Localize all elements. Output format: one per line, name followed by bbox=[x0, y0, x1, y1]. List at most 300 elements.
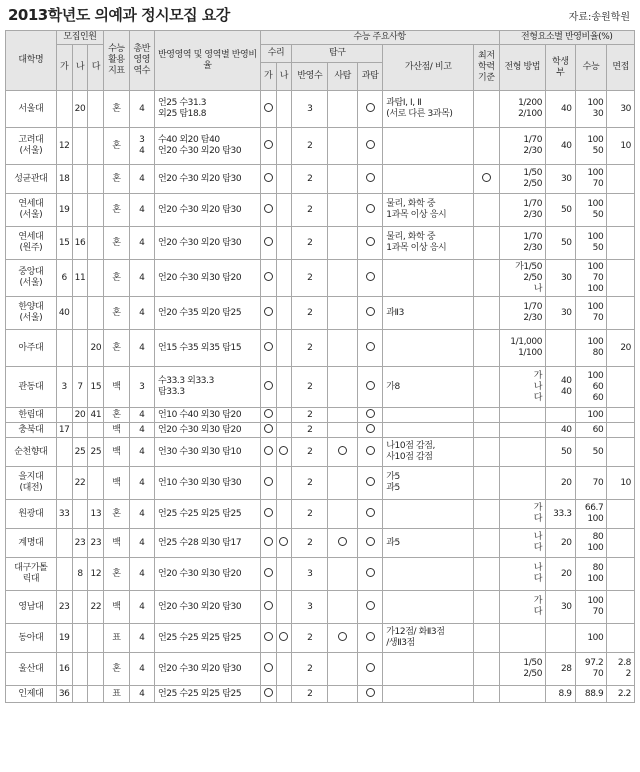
math-ga bbox=[260, 423, 276, 438]
recruit-da bbox=[88, 467, 104, 500]
explore-count: 3 bbox=[292, 558, 328, 591]
university-name: 관동대 bbox=[6, 367, 57, 408]
circle-mark-icon bbox=[366, 688, 375, 697]
csat-ratio-line: 100 bbox=[587, 632, 604, 643]
selection-method bbox=[499, 408, 546, 423]
bonus-note-line: (서로 다른 3과목) bbox=[386, 109, 453, 119]
explore-count: 2 bbox=[292, 686, 328, 703]
csat-ratio-line: 66.7 bbox=[584, 503, 604, 513]
interview-ratio bbox=[607, 558, 635, 591]
min-standard bbox=[474, 686, 499, 703]
selection-method-line: 나 bbox=[533, 532, 543, 542]
recruit-da bbox=[88, 194, 104, 227]
table-row bbox=[6, 260, 635, 297]
csat-ratio-line: 100 bbox=[587, 409, 604, 420]
circle-mark-icon bbox=[264, 342, 273, 351]
csat-index: 혼 bbox=[104, 91, 129, 128]
col-total-areas: 총반 영영 역수 bbox=[129, 31, 154, 91]
math-ga bbox=[260, 330, 276, 367]
interview-ratio-line: 10 bbox=[620, 140, 631, 151]
social-explore bbox=[328, 529, 358, 558]
circle-mark-icon bbox=[264, 204, 273, 213]
explore-count: 2 bbox=[292, 194, 328, 227]
csat-ratio bbox=[575, 653, 607, 686]
circle-mark-icon bbox=[366, 508, 375, 517]
recruit-da: 15 bbox=[88, 367, 104, 408]
bonus-note bbox=[383, 653, 474, 686]
university-name: 영남대 bbox=[6, 591, 57, 624]
circle-mark-icon bbox=[366, 272, 375, 281]
bonus-note bbox=[383, 624, 474, 653]
explore-count: 2 bbox=[292, 297, 328, 330]
bonus-note-line: 과5 bbox=[386, 537, 400, 548]
explore-count: 3 bbox=[292, 591, 328, 624]
total-areas bbox=[129, 297, 154, 330]
min-standard bbox=[474, 653, 499, 686]
record-ratio bbox=[546, 467, 576, 500]
recruit-na bbox=[72, 423, 88, 438]
math-na bbox=[276, 529, 292, 558]
selection-method-line: 1/50 bbox=[523, 658, 543, 668]
math-na bbox=[276, 591, 292, 624]
bonus-note-line: 과탐Ⅰ, Ⅰ, Ⅱ bbox=[386, 98, 422, 108]
bonus-note bbox=[383, 91, 474, 128]
selection-method-line: 가 bbox=[533, 596, 543, 606]
csat-ratio-line: 60 bbox=[592, 381, 604, 392]
col-explore: 탐구 bbox=[292, 45, 383, 63]
circle-mark-icon bbox=[366, 424, 375, 433]
bonus-note bbox=[383, 128, 474, 165]
record-ratio bbox=[546, 500, 576, 529]
total-areas-line: 4 bbox=[139, 477, 145, 488]
ratio-line: 외25 탐18.8 bbox=[157, 109, 207, 119]
university-name-line: (서울) bbox=[19, 146, 43, 156]
record-ratio bbox=[546, 423, 576, 438]
university-name-line: 대구가톨 bbox=[14, 563, 48, 573]
csat-index: 혼 bbox=[104, 500, 129, 529]
ratio-line: 언20 수30 외20 탐30 bbox=[157, 204, 242, 215]
recruit-da: 22 bbox=[88, 591, 104, 624]
social-explore bbox=[328, 408, 358, 423]
min-standard bbox=[474, 500, 499, 529]
university-name-line: 을지대 bbox=[18, 472, 44, 482]
circle-mark-icon bbox=[264, 446, 273, 455]
science-explore bbox=[357, 128, 382, 165]
csat-index: 백 bbox=[104, 423, 129, 438]
table-row bbox=[6, 438, 635, 467]
math-ga bbox=[260, 529, 276, 558]
circle-mark-icon bbox=[264, 632, 273, 641]
min-standard bbox=[474, 438, 499, 467]
total-areas-line: 4 bbox=[139, 663, 145, 674]
min-standard bbox=[474, 330, 499, 367]
interview-ratio bbox=[607, 297, 635, 330]
total-areas bbox=[129, 653, 154, 686]
explore-count: 3 bbox=[292, 91, 328, 128]
social-explore bbox=[328, 653, 358, 686]
recruit-na: 23 bbox=[72, 529, 88, 558]
table-row bbox=[6, 408, 635, 423]
csat-ratio-line: 70 bbox=[592, 477, 604, 488]
university-name: 서울대 bbox=[6, 91, 57, 128]
bonus-note bbox=[383, 467, 474, 500]
science-explore bbox=[357, 558, 382, 591]
csat-index: 혼 bbox=[104, 128, 129, 165]
explore-count: 2 bbox=[292, 128, 328, 165]
record-ratio bbox=[546, 194, 576, 227]
interview-ratio-line: 20 bbox=[620, 342, 631, 353]
csat-ratio bbox=[575, 438, 607, 467]
table-row bbox=[6, 297, 635, 330]
csat-ratio-line: 50 bbox=[592, 243, 604, 253]
selection-method-line: 2/30 bbox=[523, 313, 543, 323]
ratio bbox=[154, 423, 260, 438]
recruit-na: 7 bbox=[72, 367, 88, 408]
university-name bbox=[6, 558, 57, 591]
recruit-da bbox=[88, 91, 104, 128]
table-row bbox=[6, 227, 635, 260]
record-ratio-line: 50 bbox=[560, 446, 572, 457]
circle-mark-icon bbox=[338, 632, 347, 641]
table-row bbox=[6, 529, 635, 558]
recruit-na: 20 bbox=[72, 408, 88, 423]
recruit-ga: 6 bbox=[56, 260, 72, 297]
selection-method-line: 1/50 bbox=[523, 168, 543, 178]
col-da: 다 bbox=[88, 45, 104, 91]
science-explore bbox=[357, 653, 382, 686]
math-ga bbox=[260, 297, 276, 330]
math-ga bbox=[260, 500, 276, 529]
math-ga bbox=[260, 128, 276, 165]
explore-count: 2 bbox=[292, 227, 328, 260]
selection-method-line: 2/30 bbox=[523, 210, 543, 220]
bonus-note bbox=[383, 260, 474, 297]
science-explore bbox=[357, 297, 382, 330]
science-explore bbox=[357, 686, 382, 703]
university-name-line: 릭대 bbox=[22, 574, 40, 584]
bonus-note bbox=[383, 408, 474, 423]
col-ratio: 반영영역 및 영역별 반영비율 bbox=[154, 31, 260, 91]
university-name: 인제대 bbox=[6, 686, 57, 703]
csat-index: 혼 bbox=[104, 260, 129, 297]
table-row bbox=[6, 128, 635, 165]
csat-ratio bbox=[575, 260, 607, 297]
recruit-ga: 23 bbox=[56, 591, 72, 624]
bonus-note bbox=[383, 297, 474, 330]
csat-ratio-line: 80 bbox=[592, 348, 604, 358]
selection-method-line: 나 bbox=[533, 381, 543, 392]
recruit-ga: 18 bbox=[56, 165, 72, 194]
math-na bbox=[276, 438, 292, 467]
record-ratio-line: 30 bbox=[560, 307, 572, 318]
math-na bbox=[276, 653, 292, 686]
interview-ratio bbox=[607, 260, 635, 297]
record-ratio bbox=[546, 438, 576, 467]
university-name bbox=[6, 227, 57, 260]
ratio-line: 언20 수30 외30 탐20 bbox=[157, 272, 242, 283]
bonus-note-line: 물리, 화학 중 bbox=[386, 199, 436, 209]
circle-mark-icon bbox=[264, 103, 273, 112]
selection-method bbox=[499, 297, 546, 330]
selection-method-line: 다 bbox=[533, 607, 543, 617]
record-ratio-line: 30 bbox=[560, 173, 572, 184]
selection-method-line: 2/50 bbox=[523, 669, 543, 679]
table-row bbox=[6, 165, 635, 194]
csat-ratio-line: 100 bbox=[587, 232, 604, 242]
csat-index: 혼 bbox=[104, 330, 129, 367]
circle-mark-icon bbox=[366, 446, 375, 455]
circle-mark-icon bbox=[366, 381, 375, 390]
ratio-line: 탐33.3 bbox=[157, 387, 185, 397]
col-method: 전형 방법 bbox=[499, 45, 546, 91]
csat-ratio bbox=[575, 194, 607, 227]
science-explore bbox=[357, 438, 382, 467]
csat-ratio bbox=[575, 408, 607, 423]
selection-method bbox=[499, 653, 546, 686]
math-na bbox=[276, 330, 292, 367]
social-explore bbox=[328, 194, 358, 227]
record-ratio-line: 50 bbox=[560, 204, 572, 215]
csat-ratio-line: 100 bbox=[587, 283, 604, 294]
record-ratio bbox=[546, 297, 576, 330]
total-areas bbox=[129, 227, 154, 260]
circle-mark-icon bbox=[264, 381, 273, 390]
selection-method-line: 2/50 bbox=[523, 179, 543, 189]
col-selection-ratio: 전형요소별 반영비율(%) bbox=[499, 31, 634, 45]
bonus-note bbox=[383, 367, 474, 408]
csat-ratio bbox=[575, 558, 607, 591]
math-ga bbox=[260, 408, 276, 423]
bonus-note-line: 1과목 이상 응시 bbox=[386, 210, 447, 220]
total-areas bbox=[129, 500, 154, 529]
university-name-line: (서울) bbox=[19, 278, 43, 288]
selection-method-line: 1/100 bbox=[518, 348, 543, 358]
total-areas bbox=[129, 423, 154, 438]
record-ratio-line: 33.3 bbox=[553, 508, 572, 519]
circle-mark-icon bbox=[264, 237, 273, 246]
university-name-line: (원주) bbox=[19, 243, 43, 253]
csat-ratio-line: 100 bbox=[587, 574, 604, 584]
recruit-da: 12 bbox=[88, 558, 104, 591]
circle-mark-icon bbox=[366, 237, 375, 246]
selection-method-line: 2/50 bbox=[523, 272, 543, 283]
bonus-note bbox=[383, 330, 474, 367]
selection-method bbox=[499, 330, 546, 367]
csat-ratio-line: 60 bbox=[592, 392, 604, 403]
csat-index: 백 bbox=[104, 438, 129, 467]
university-name-line: 연세대 bbox=[18, 199, 44, 209]
record-ratio bbox=[546, 686, 576, 703]
csat-index: 혼 bbox=[104, 558, 129, 591]
recruit-ga: 19 bbox=[56, 194, 72, 227]
math-na bbox=[276, 500, 292, 529]
explore-count: 2 bbox=[292, 165, 328, 194]
admissions-table bbox=[5, 30, 635, 703]
min-standard bbox=[474, 591, 499, 624]
record-ratio bbox=[546, 260, 576, 297]
record-ratio-line: 20 bbox=[560, 537, 572, 548]
csat-ratio-line: 97.2 bbox=[584, 658, 604, 668]
bonus-note bbox=[383, 529, 474, 558]
circle-mark-icon bbox=[338, 537, 347, 546]
social-explore bbox=[328, 591, 358, 624]
min-standard bbox=[474, 624, 499, 653]
record-ratio bbox=[546, 591, 576, 624]
science-explore bbox=[357, 367, 382, 408]
social-explore bbox=[328, 624, 358, 653]
col-explore-count: 반영수 bbox=[292, 63, 328, 91]
social-explore bbox=[328, 438, 358, 467]
recruit-da bbox=[88, 653, 104, 686]
table-row bbox=[6, 653, 635, 686]
ratio bbox=[154, 686, 260, 703]
total-areas-line: 4 bbox=[139, 204, 145, 215]
science-explore bbox=[357, 194, 382, 227]
interview-ratio bbox=[607, 529, 635, 558]
total-areas bbox=[129, 194, 154, 227]
recruit-na bbox=[72, 330, 88, 367]
math-na bbox=[276, 194, 292, 227]
math-ga bbox=[260, 194, 276, 227]
circle-mark-icon bbox=[279, 446, 288, 455]
ratio-line: 언25 수25 외25 탐25 bbox=[157, 508, 242, 519]
social-explore bbox=[328, 165, 358, 194]
selection-method-line: 1/70 bbox=[523, 302, 543, 312]
total-areas-line: 4 bbox=[139, 342, 145, 353]
university-name bbox=[6, 467, 57, 500]
selection-method bbox=[499, 128, 546, 165]
circle-mark-icon bbox=[264, 663, 273, 672]
col-interview: 면접 bbox=[607, 45, 635, 91]
recruit-na bbox=[72, 500, 88, 529]
interview-ratio bbox=[607, 128, 635, 165]
recruit-ga bbox=[56, 529, 72, 558]
total-areas-line: 4 bbox=[139, 409, 145, 420]
selection-method bbox=[499, 558, 546, 591]
university-name-line: (대전) bbox=[19, 483, 43, 493]
record-ratio-line: 8.9 bbox=[558, 688, 572, 699]
math-ga bbox=[260, 260, 276, 297]
interview-ratio bbox=[607, 653, 635, 686]
csat-ratio-line: 100 bbox=[587, 514, 604, 524]
total-areas bbox=[129, 408, 154, 423]
csat-ratio-line: 60 bbox=[592, 424, 604, 435]
ratio bbox=[154, 653, 260, 686]
ratio bbox=[154, 227, 260, 260]
table-row bbox=[6, 500, 635, 529]
selection-method bbox=[499, 624, 546, 653]
csat-ratio-line: 100 bbox=[587, 199, 604, 209]
interview-ratio bbox=[607, 500, 635, 529]
total-areas-line: 4 bbox=[139, 688, 145, 699]
col-min-standard: 최저 학력 기준 bbox=[474, 45, 499, 91]
min-standard bbox=[474, 227, 499, 260]
university-name-line: (서울) bbox=[19, 313, 43, 323]
ratio bbox=[154, 558, 260, 591]
col-math: 수리 bbox=[260, 45, 292, 63]
interview-ratio bbox=[607, 686, 635, 703]
ratio-line: 언20 수30 외30 탐20 bbox=[157, 424, 242, 435]
recruit-da: 23 bbox=[88, 529, 104, 558]
recruit-na bbox=[72, 624, 88, 653]
recruit-ga bbox=[56, 467, 72, 500]
university-name bbox=[6, 297, 57, 330]
interview-ratio bbox=[607, 438, 635, 467]
selection-method bbox=[499, 686, 546, 703]
circle-mark-icon bbox=[264, 140, 273, 149]
csat-ratio-line: 70 bbox=[592, 669, 604, 679]
record-ratio-line: 40 bbox=[560, 424, 572, 435]
selection-method-line: 다 bbox=[533, 543, 543, 553]
csat-ratio-line: 100 bbox=[587, 261, 604, 272]
min-standard bbox=[474, 194, 499, 227]
selection-method-line: 다 bbox=[533, 574, 543, 584]
science-explore bbox=[357, 423, 382, 438]
bonus-note bbox=[383, 591, 474, 624]
selection-method-line: 1/70 bbox=[523, 232, 543, 242]
social-explore bbox=[328, 297, 358, 330]
ratio-line: 언15 수35 외35 탐15 bbox=[157, 342, 242, 353]
col-ga: 가 bbox=[56, 45, 72, 91]
csat-ratio bbox=[575, 297, 607, 330]
col-csat: 수능 bbox=[575, 45, 607, 91]
recruit-ga bbox=[56, 330, 72, 367]
csat-index: 혼 bbox=[104, 227, 129, 260]
col-university: 대학명 bbox=[6, 31, 57, 91]
csat-ratio-line: 100 bbox=[587, 543, 604, 553]
table-row bbox=[6, 591, 635, 624]
min-standard bbox=[474, 529, 499, 558]
explore-count: 2 bbox=[292, 500, 328, 529]
selection-method bbox=[499, 194, 546, 227]
table-row bbox=[6, 686, 635, 703]
university-name: 계명대 bbox=[6, 529, 57, 558]
circle-mark-icon bbox=[366, 204, 375, 213]
science-explore bbox=[357, 467, 382, 500]
csat-ratio bbox=[575, 128, 607, 165]
total-areas-line: 4 bbox=[139, 446, 145, 457]
ratio-line: 언25 수28 외30 탐17 bbox=[157, 537, 242, 548]
total-areas-line: 4 bbox=[139, 272, 145, 283]
interview-ratio bbox=[607, 367, 635, 408]
explore-count: 2 bbox=[292, 330, 328, 367]
circle-mark-icon bbox=[366, 173, 375, 182]
math-ga bbox=[260, 438, 276, 467]
csat-index: 혼 bbox=[104, 297, 129, 330]
csat-index: 백 bbox=[104, 367, 129, 408]
col-bonus: 가산점/ 비고 bbox=[383, 45, 474, 91]
recruit-da: 20 bbox=[88, 330, 104, 367]
recruit-na bbox=[72, 128, 88, 165]
csat-index: 표 bbox=[104, 686, 129, 703]
recruit-na bbox=[72, 591, 88, 624]
recruit-na: 8 bbox=[72, 558, 88, 591]
recruit-ga: 15 bbox=[56, 227, 72, 260]
circle-mark-icon bbox=[264, 307, 273, 316]
explore-count: 2 bbox=[292, 653, 328, 686]
math-na bbox=[276, 408, 292, 423]
recruit-ga bbox=[56, 558, 72, 591]
record-ratio bbox=[546, 408, 576, 423]
math-ga bbox=[260, 91, 276, 128]
interview-ratio bbox=[607, 330, 635, 367]
csat-index: 백 bbox=[104, 591, 129, 624]
explore-count: 2 bbox=[292, 423, 328, 438]
university-name-line: 연세대 bbox=[18, 232, 44, 242]
ratio-line: 언25 수31.3 bbox=[157, 98, 207, 108]
selection-method-line: 가 bbox=[533, 370, 543, 381]
circle-mark-icon bbox=[482, 173, 491, 182]
